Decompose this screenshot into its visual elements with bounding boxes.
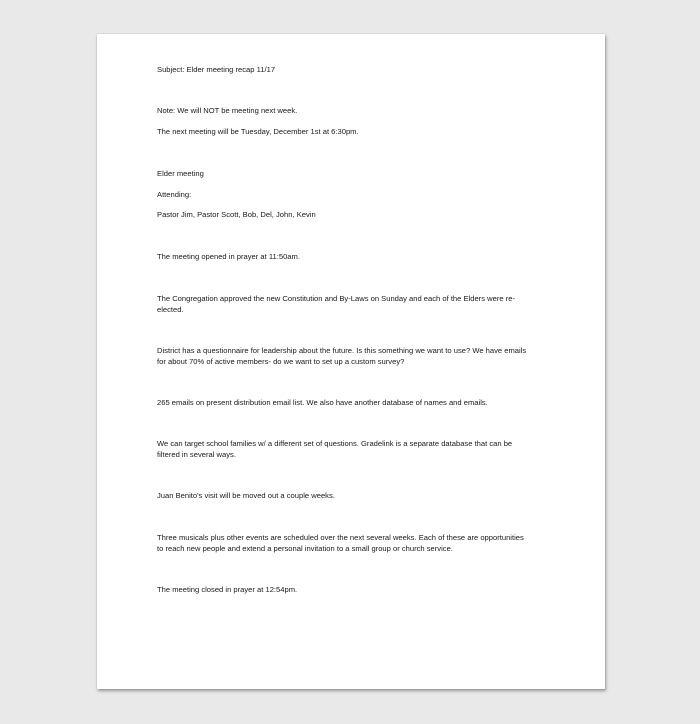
document-page — [97, 34, 605, 689]
meeting-closed-line: The meeting closed in prayer at 12:54pm. — [157, 585, 298, 594]
school-paragraph: We can target school families w/ a different set of questions. Gradelink is a separate database that can be filtered in several ways. — [157, 439, 513, 459]
emails-paragraph: 265 emails on present distribution email list. We also have another database of names and emails. — [157, 398, 488, 407]
meeting-opened-line: The meeting opened in prayer at 11:50am. — [157, 252, 300, 261]
constitution-paragraph: The Congregation approved the new Constitution and By-Laws on Sunday and each of the Elders were re- elected. — [157, 294, 515, 314]
musicals-paragraph: Three musicals plus other events are scheduled over the next several weeks. Each of these are opportunities to reach new people and extend a personal invitation to a small group or church service. — [157, 533, 524, 553]
visit-paragraph: Juan Benito's visit will be moved out a couple weeks. — [157, 491, 335, 500]
next-meeting-line: The next meeting will be Tuesday, December 1st at 6:30pm. — [157, 127, 359, 136]
note-line: Note: We will NOT be meeting next week. — [157, 106, 298, 115]
district-paragraph: District has a questionnaire for leadership about the future. Is this something we want to use? We have emails for about 70% of active members- do we want to set up a custom survey? — [157, 346, 527, 366]
attendees-line: Pastor Jim, Pastor Scott, Bob, Del, John, Kevin — [157, 210, 316, 219]
subject-line: Subject: Elder meeting recap 11/17 — [157, 65, 276, 74]
meeting-heading: Elder meeting — [157, 169, 204, 178]
attending-label: Attending: — [157, 190, 192, 199]
